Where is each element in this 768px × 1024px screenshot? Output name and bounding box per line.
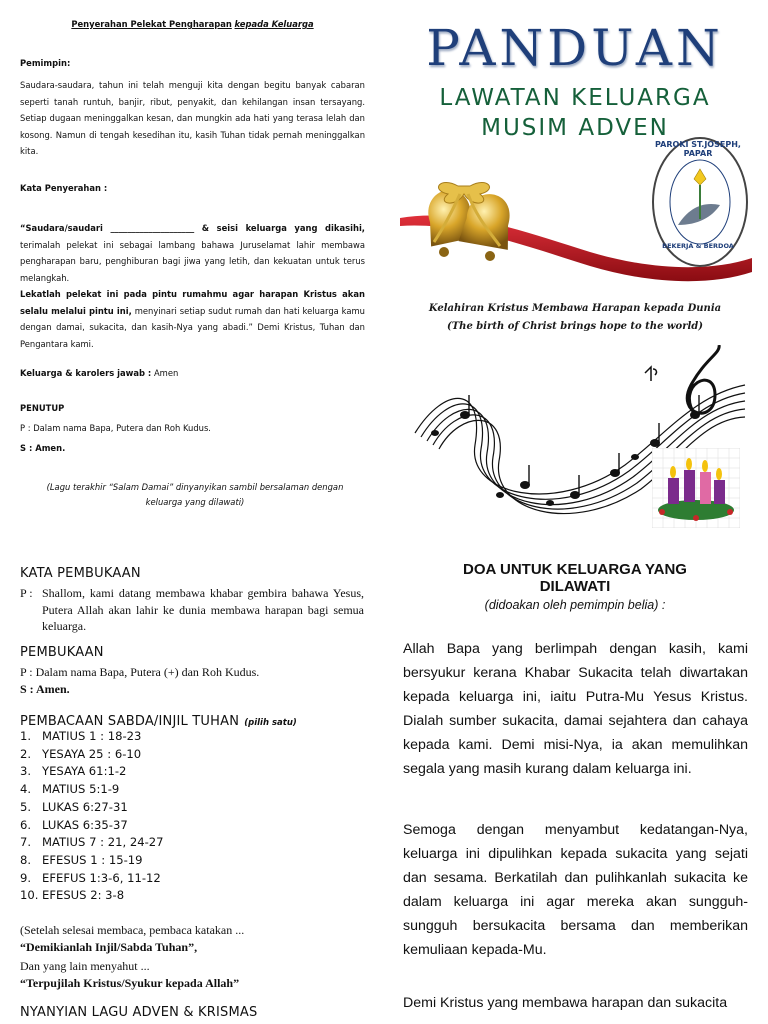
reading-list [20,728,164,905]
reading-item: 1. MATIUS 1 : 18-23 [20,729,142,743]
kata-penyerahan-text [20,220,365,286]
lekat-rest: menyinari setiap sudut rumah dan hati keluarga kamu dengan damai, sukacita, dan kasih-Nya yang abadi.” Demi Kristus, Tuhan dan Pengantara kami. [20,305,365,349]
reading-item: 8. EFESUS 1 : 15-19 [20,852,143,867]
title-plain: Penyerahan Pelekat Pengharapan [71,19,232,29]
cover-subtitle-2: MUSIM ADVEN [481,115,669,141]
kp-body: Shallom, kami datang membawa khabar gembira bahawa Yesus, Putera Allah akan lahir ke dunia membawa harapan bagi semua keluarga. [42,586,364,633]
kata-bold: “Saudara/saudari ____________________ & seisi keluarga yang dikasihi, [20,223,365,233]
doa-subtitle: (didoakan oleh pemimpin belia) : [484,598,666,612]
kata-rest: terimalah pelekat ini sebagai lambang bahawa Juruselamat lahir membawa pengharapan baru, penghiburan bagi jiwa yang letih, dan kekuatan untuk terus melangkah. [20,239,365,283]
doa-paragraph-3: Demi Kristus yang membawa harapan dan sukacita [403,995,728,1011]
document-title [20,16,365,33]
reading-item: 10. EFESUS 2: 3-8 [20,888,125,903]
jawab-label: Keluarga & karolers jawab : [20,368,152,378]
section-nyanyian: NYANYIAN LAGU ADVEN & KRISMAS [20,1005,258,1020]
reading-item: 2. YESAYA 25 : 6-10 [20,746,142,761]
section-kata-pembukaan: KATA PEMBUKAAN [20,566,141,581]
section-pembukaan: PEMBUKAAN [20,645,104,660]
doa-title-1: DOA UNTUK KELUARGA YANG [463,561,687,578]
doa-paragraph-1: Allah Bapa yang berlimpah dengan kasih, kami bersyukur kerana Khabar Sukacita telah diwartakan kepada keluarga ini, iaitu Putra-Mu Yesus Kristus. Dialah sumber sukacita, damai sejahtera dan cahaya kepada kami. Demi misi-Nya, ia akan memulihkan segala yang masih kurang dalam keluarga ini. [403,641,748,777]
penutup-s: S : Amen. [20,443,66,453]
jawab-line [20,365,178,382]
doa-paragraph-2: Semoga dengan menyambut kedatangan-Nya, keluarga ini dipulihkan kepada sukacita yang sejati dan sesama. Berkatilah dan pulihkanlah sukacita ke dalam keluarga ini agar mereka akan sungguh-sungguh bersukacita bersama dan memberikan kemuliaan kepada-Mu. [403,822,748,958]
bells-icon [420,182,517,261]
cover-title: PANDUAN [426,19,724,77]
tagline-1: Kelahiran Kristus Membawa Harapan kepada Dunia [428,303,722,314]
after-reading-note: (Setelah selesai membaca, pembaca katakan ... [20,923,245,937]
lekat-bold: Lekatlah pelekat ini pada pintu rumahmu agar harapan Kristus akan selalu melalui pintu ini, [20,289,365,316]
pilih-note: (pilih satu) [244,718,297,728]
kata-penyerahan-label: Kata Penyerahan : [20,183,108,193]
demikian-line: “Demikianlah Injil/Sabda Tuhan”, [20,940,198,954]
cover-subtitle-1: LAWATAN KELUARGA [439,85,711,111]
pemimpin-text: Saudara-saudara, tahun ini telah menguji kita dengan begitu banyak cabaran seperti tanah runtuh, banjir, ribut, penyakit, dan kehilangan insan tersayang. Setiap dugaan meninggalkan kesan, dan mungkin ada hati yang terasa lelah dan kosong. Namun di tengah kesedihan itu, kasih Tuhan tidak pernah meninggalkan kita. [20,80,365,156]
penutup-p: P : Dalam nama Bapa, Putera dan Roh Kudus. [20,423,211,433]
pembacaan-title: PEMBACAAN SABDA/INJIL TUHAN [20,714,240,729]
closing-note: (Lagu terakhir “Salam Damai” dinyanyikan sambil bersalaman dengan keluarga yang dilawati) [46,482,344,507]
jawab-text: Amen [151,368,179,378]
kp-prefix: P : [20,586,33,600]
pembukaan-p: P : Dalam nama Bapa, Putera (+) dan Roh Kudus. [20,665,260,679]
reading-item: 4. MATIUS 5:1-9 [20,782,120,797]
section-pembacaan [20,710,297,729]
reading-item: 3. YESAYA 61:1-2 [20,764,127,779]
logo-bottom-text: BEKERJA & BERDOA [662,242,734,250]
reading-item: 7. MATIUS 7 : 21, 24-27 [20,835,164,850]
lekat-paragraph [20,286,365,352]
kata-pembukaan-text [20,585,365,635]
treble-clef-icon [687,345,719,415]
terpujilah-line: “Terpujilah Kristus/Syukur kepada Allah” [20,976,240,990]
doa-title-2: DILAWATI [539,578,611,595]
yang-lain-line: Dan yang lain menyahut ... [20,959,150,973]
logo-top-text: PAROKI ST.JOSEPH, PAPAR [655,140,741,158]
penutup-label: PENUTUP [20,403,65,413]
title-italic: kepada Keluarga [234,19,314,29]
pembukaan-s: S : Amen. [20,682,70,696]
pemimpin-label: Pemimpin: [20,58,71,68]
reading-item: 9. EFEFUS 1:3-6, 11-12 [20,870,161,885]
reading-item: 6. LUKAS 6:35-37 [20,817,128,832]
tagline-2: (The birth of Christ brings hope to the world) [447,321,703,332]
advent-candles-icon [652,448,740,528]
small-note-icon [645,367,656,381]
reading-item: 5. LUKAS 6:27-31 [20,799,128,814]
